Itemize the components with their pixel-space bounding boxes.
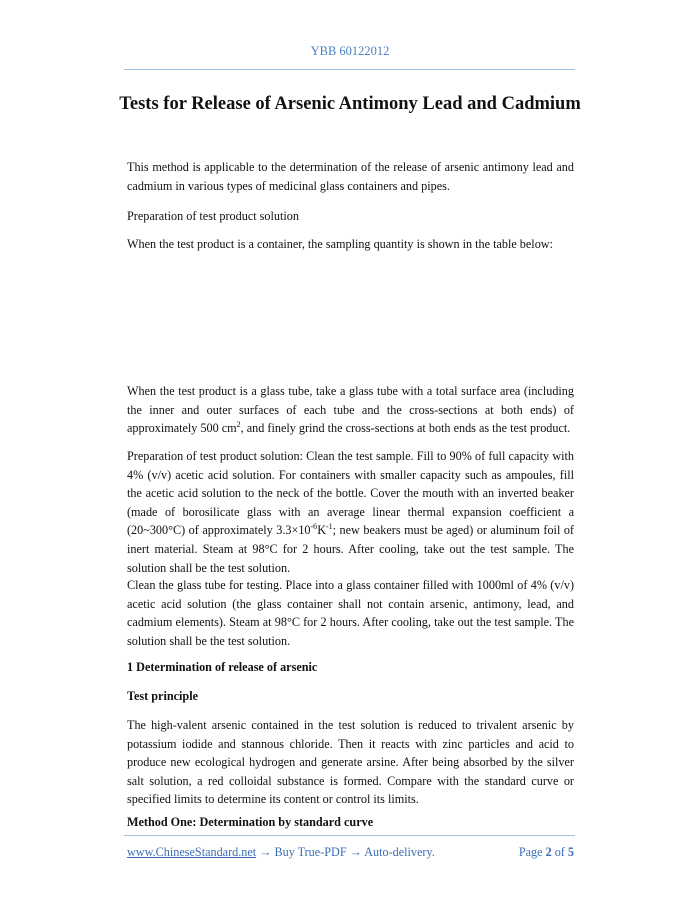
prep-solution-sup-1: -6	[310, 522, 318, 532]
page-total: 5	[567, 845, 574, 859]
document-code: YBB 60122012	[310, 44, 390, 58]
clean-tube-paragraph: Clean the glass tube for testing. Place into a glass container filled with 1000ml of 4% (v/v) acetic acid solution (the glass container shall not contain arsenic, antimony, lead, and cadmium elements). Steam at 98°C for 2 hours. After cooling, take out the test sample. The solution shall be the test solution.	[127, 578, 574, 648]
footer-links	[127, 845, 435, 860]
page-label: Page	[518, 845, 543, 859]
prep-solution-text-2: K	[317, 523, 326, 538]
section-1-heading: 1 Determination of release of arsenic	[127, 660, 318, 674]
sampling-table-area	[127, 262, 574, 372]
buy-pdf-link[interactable]: Buy True-PDF	[274, 845, 347, 859]
page-current: 2	[545, 845, 552, 859]
header-rule	[124, 69, 575, 70]
glass-tube-tail: , and finely grind the cross-sections at both ends as the test product.	[240, 421, 571, 436]
test-principle-heading: Test principle	[127, 689, 198, 703]
arrow-icon: →	[259, 845, 272, 859]
prep-solution-text-3: ; new beakers must be aged) or aluminum foil of inert material. Steam at 98°C for 2 hours. After cooling, take out the test sample. The solution shall be the test solution.	[127, 523, 574, 575]
prep-solution-paragraph	[127, 447, 574, 577]
glass-tube-paragraph	[127, 382, 574, 438]
arrow-icon: →	[349, 845, 362, 859]
auto-delivery-text: Auto-delivery.	[364, 845, 435, 859]
site-link[interactable]: www.ChineseStandard.net	[127, 845, 257, 859]
glass-tube-text: When the test product is a glass tube, take a glass tube with a total surface area (including the inner and outer surfaces of each tube and the cross-sections at both ends) of approximately 500 cm	[127, 384, 574, 436]
prep-solution-sup-2: -1	[326, 522, 333, 532]
glass-tube-superscript: 2	[236, 420, 241, 430]
container-sampling-paragraph: When the test product is a container, the sampling quantity is shown in the table below:	[127, 237, 553, 251]
page-of: of	[554, 845, 565, 859]
intro-paragraph: This method is applicable to the determination of the release of arsenic antimony lead and cadmium in various types of medicinal glass containers and pipes.	[127, 160, 574, 193]
footer	[127, 845, 574, 863]
prep-solution-text-1: Preparation of test product solution: Clean the test sample. Fill to 90% of full capacity with 4% (v/v) acetic acid solution. For containers with smaller capacity such as ampoules, fill the acetic acid solution to the neck of the bottle. Cover the mouth with an inverted beaker (made of borosilicate glass with an average linear thermal expansion coefficient a (20~300°C) of approximately 3.3×10	[127, 449, 574, 538]
footer-rule	[124, 835, 575, 836]
test-principle-paragraph: The high-valent arsenic contained in the test solution is reduced to trivalent arsenic by potassium iodide and stannous chloride. Then it reacts with zinc particles and acid to produce new ecological hydrogen and generate arsine. After being absorbed by the silver salt solution, a red colloidal substance is formed. Compare with the standard curve or specified limits to determine its content or control its limits.	[127, 718, 574, 807]
method-one-heading: Method One: Determination by standard curve	[127, 815, 374, 829]
prep-heading: Preparation of test product solution	[127, 209, 299, 223]
page-indicator	[519, 845, 574, 860]
page-title: Tests for Release of Arsenic Antimony Lead and Cadmium	[119, 94, 581, 114]
